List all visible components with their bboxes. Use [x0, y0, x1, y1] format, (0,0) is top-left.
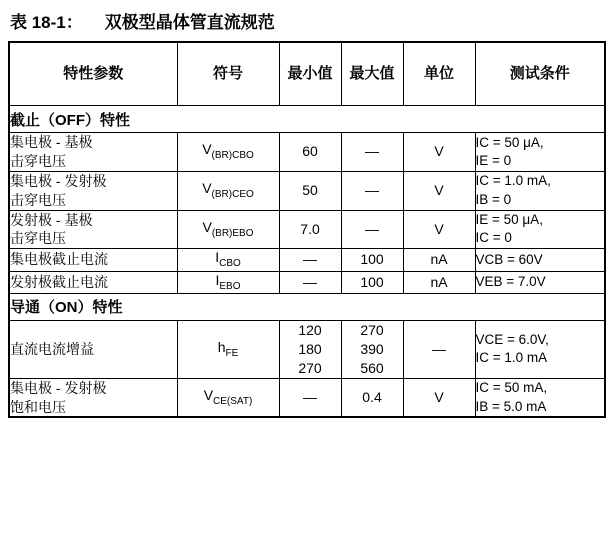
- header-cell-max: 最大值: [341, 42, 403, 106]
- param-line-1: 发射极 - 基极: [10, 211, 93, 228]
- row-max: 100: [341, 249, 403, 271]
- section-label-on: 导通（ON）特性: [9, 293, 605, 320]
- row-condition: VCB = 60V: [475, 249, 605, 271]
- header-cell-symbol: 符号: [177, 42, 279, 106]
- row-param: 直流电流增益: [9, 320, 177, 378]
- section-header-row: [9, 293, 605, 320]
- row-unit: nA: [403, 249, 475, 271]
- row-min: 50: [279, 171, 341, 210]
- row-symbol: [177, 249, 279, 271]
- symbol-main: I: [215, 271, 220, 288]
- row-unit: V: [403, 171, 475, 210]
- cond-line-1: IC = 50 mA,: [475, 380, 548, 396]
- cond-line-2: IC = 0: [475, 230, 512, 246]
- caption-number: 表 18-1：: [10, 13, 83, 32]
- min-line-2: 180: [298, 340, 322, 357]
- param-line-2: 击穿电压: [10, 191, 66, 208]
- cond-line-1: IC = 1.0 mA,: [475, 173, 551, 189]
- row-max: [341, 320, 403, 378]
- row-min: [279, 320, 341, 378]
- header-cell-condition: 测试条件: [475, 42, 605, 106]
- row-condition: [475, 378, 605, 417]
- param-line-1: 集电极 - 基极: [10, 134, 93, 150]
- param-line-1: 集电极 - 发射极: [10, 379, 107, 396]
- param-line-2: 击穿电压: [10, 230, 66, 247]
- row-param: 集电极截止电流: [9, 249, 177, 271]
- row-max: —: [341, 171, 403, 210]
- row-symbol: [177, 133, 279, 172]
- symbol-sub: EBO: [219, 280, 241, 292]
- row-unit: nA: [403, 271, 475, 293]
- row-min: —: [279, 378, 341, 417]
- symbol-sub: (BR)CBO: [211, 150, 254, 162]
- header-cell-unit: 单位: [403, 42, 475, 106]
- param-line-2: 击穿电压: [10, 152, 66, 169]
- symbol-sub: CE(SAT): [213, 395, 253, 407]
- row-symbol: [177, 271, 279, 293]
- symbol-main: V: [202, 218, 212, 235]
- table-row: [9, 210, 605, 249]
- row-condition: VEB = 7.0V: [475, 271, 605, 293]
- section-label-off: 截止（OFF）特性: [9, 106, 605, 133]
- row-max: 0.4: [341, 378, 403, 417]
- row-symbol: [177, 320, 279, 378]
- table-row: [9, 171, 605, 210]
- cond-line-2: IE = 0: [475, 152, 512, 168]
- cond-line-1: IC = 50 μA,: [475, 134, 544, 150]
- caption-title: 双极型晶体管直流规范: [104, 13, 275, 32]
- max-line-2: 390: [360, 340, 384, 357]
- symbol-sub: CBO: [219, 258, 241, 270]
- header-cell-param: 特性参数: [9, 42, 177, 106]
- table-row: [9, 320, 605, 378]
- row-unit: —: [403, 320, 475, 378]
- table-row: [9, 378, 605, 417]
- param-line-1: 集电极 - 发射极: [10, 172, 107, 189]
- table-caption: [8, 6, 604, 41]
- row-param: [9, 133, 177, 172]
- row-min: 7.0: [279, 210, 341, 249]
- spec-table: [8, 41, 606, 418]
- min-line-1: 120: [298, 321, 322, 338]
- header-cell-min: 最小值: [279, 42, 341, 106]
- min-line-3: 270: [298, 359, 322, 376]
- header-row: [9, 42, 605, 106]
- symbol-main: V: [202, 141, 212, 158]
- table-row: [9, 249, 605, 271]
- section-header-row: [9, 106, 605, 133]
- row-param: [9, 210, 177, 249]
- row-min: —: [279, 249, 341, 271]
- max-line-3: 560: [360, 359, 384, 376]
- symbol-sub: FE: [225, 347, 239, 359]
- row-param: [9, 378, 177, 417]
- symbol-sub: (BR)EBO: [211, 227, 254, 239]
- symbol-main: h: [217, 338, 226, 355]
- row-min: 60: [279, 133, 341, 172]
- row-symbol: [177, 210, 279, 249]
- row-condition: [475, 171, 605, 210]
- row-param: 发射极截止电流: [9, 271, 177, 293]
- cond-line-2: IB = 5.0 mA: [475, 398, 547, 414]
- row-unit: V: [403, 133, 475, 172]
- row-max: —: [341, 133, 403, 172]
- symbol-main: V: [202, 180, 212, 197]
- max-line-1: 270: [360, 321, 384, 338]
- row-condition: [475, 210, 605, 249]
- symbol-main: I: [215, 249, 220, 266]
- row-unit: V: [403, 378, 475, 417]
- row-condition: [475, 133, 605, 172]
- table-header: [9, 42, 605, 106]
- param-line-2: 饱和电压: [10, 398, 66, 415]
- table-row: [9, 271, 605, 293]
- symbol-main: V: [203, 386, 214, 403]
- row-condition: [475, 320, 605, 378]
- row-symbol: [177, 171, 279, 210]
- row-min: —: [279, 271, 341, 293]
- cond-line-1: VCE = 6.0V,: [475, 332, 549, 348]
- cond-line-1: IE = 50 μA,: [475, 212, 543, 228]
- cond-line-2: IB = 0: [475, 191, 512, 207]
- cond-line-2: IC = 1.0 mA: [475, 350, 548, 366]
- row-symbol: [177, 378, 279, 417]
- table-row: [9, 133, 605, 172]
- row-max: 100: [341, 271, 403, 293]
- symbol-sub: (BR)CEO: [211, 188, 254, 200]
- row-unit: V: [403, 210, 475, 249]
- row-max: —: [341, 210, 403, 249]
- table-body: [9, 106, 605, 418]
- row-param: [9, 171, 177, 210]
